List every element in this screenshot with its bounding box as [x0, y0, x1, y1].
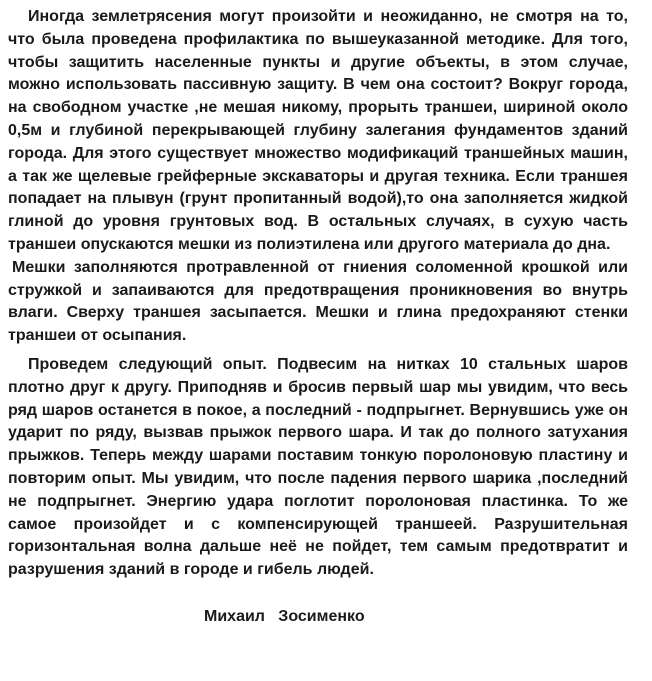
- document-body: [8, 6, 628, 629]
- paragraph-2: Мешки заполняются протравленной от гниения соломенной крошкой или стружкой и запаиваются для предотвращения проникновения во внутрь влаги. Сверху траншея засыпается. Мешки и глина предохраняют стенки траншеи от осыпания.: [8, 258, 628, 345]
- paragraph-1: Иногда землетрясения могут произойти и неожиданно, не смотря на то, что была проведена профилактика по вышеуказанной методике. Для того, чтобы защитить населенные пункты и другие объекты, в этом случае, можно использовать пассивную защиту. В чем она состоит? Вокруг города, на свободном участке ,не мешая никому, прорыть траншеи, шириной около 0,5м и глубиной перекрывающей глубину залегания фундаментов зданий города. Для этого существует множество модификаций траншейных машин, а так же щелевые грейферные экскаваторы и другая техника. Если траншея попадает на плывун (грунт пропитанный водой),то она заполняется жидкой глиной до уровня грунтовых вод. В остальных случаях, в сухую часть траншеи опускаются мешки из полиэтилена или другого материала до дна.: [8, 8, 628, 253]
- author-signature: Михаил Зосименко: [204, 607, 365, 625]
- paragraph-3: Проведем следующий опыт. Подвесим на нитках 10 стальных шаров плотно друг к другу. Приподняв и бросив первый шар мы увидим, что весь ряд шаров останется в покое, а последний - подпрыгнет. Вернувшись уже он ударит по ряду, вызвав прыжок первого шара. И так до полного затухания прыжков. Теперь между шарами поставим тонкую поролоновую пластину и повторим опыт. Мы увидим, что после падения первого шарика ,последний не подпрыгнет. Энергию удара поглотит поролоновая пластинка. То же самое произойдет и с компенсирующей траншеей. Разрушительная горизонтальная волна дальше неё не пойдет, тем самым предотвратит и разрушения зданий в городе и гибель людей.: [8, 355, 628, 579]
